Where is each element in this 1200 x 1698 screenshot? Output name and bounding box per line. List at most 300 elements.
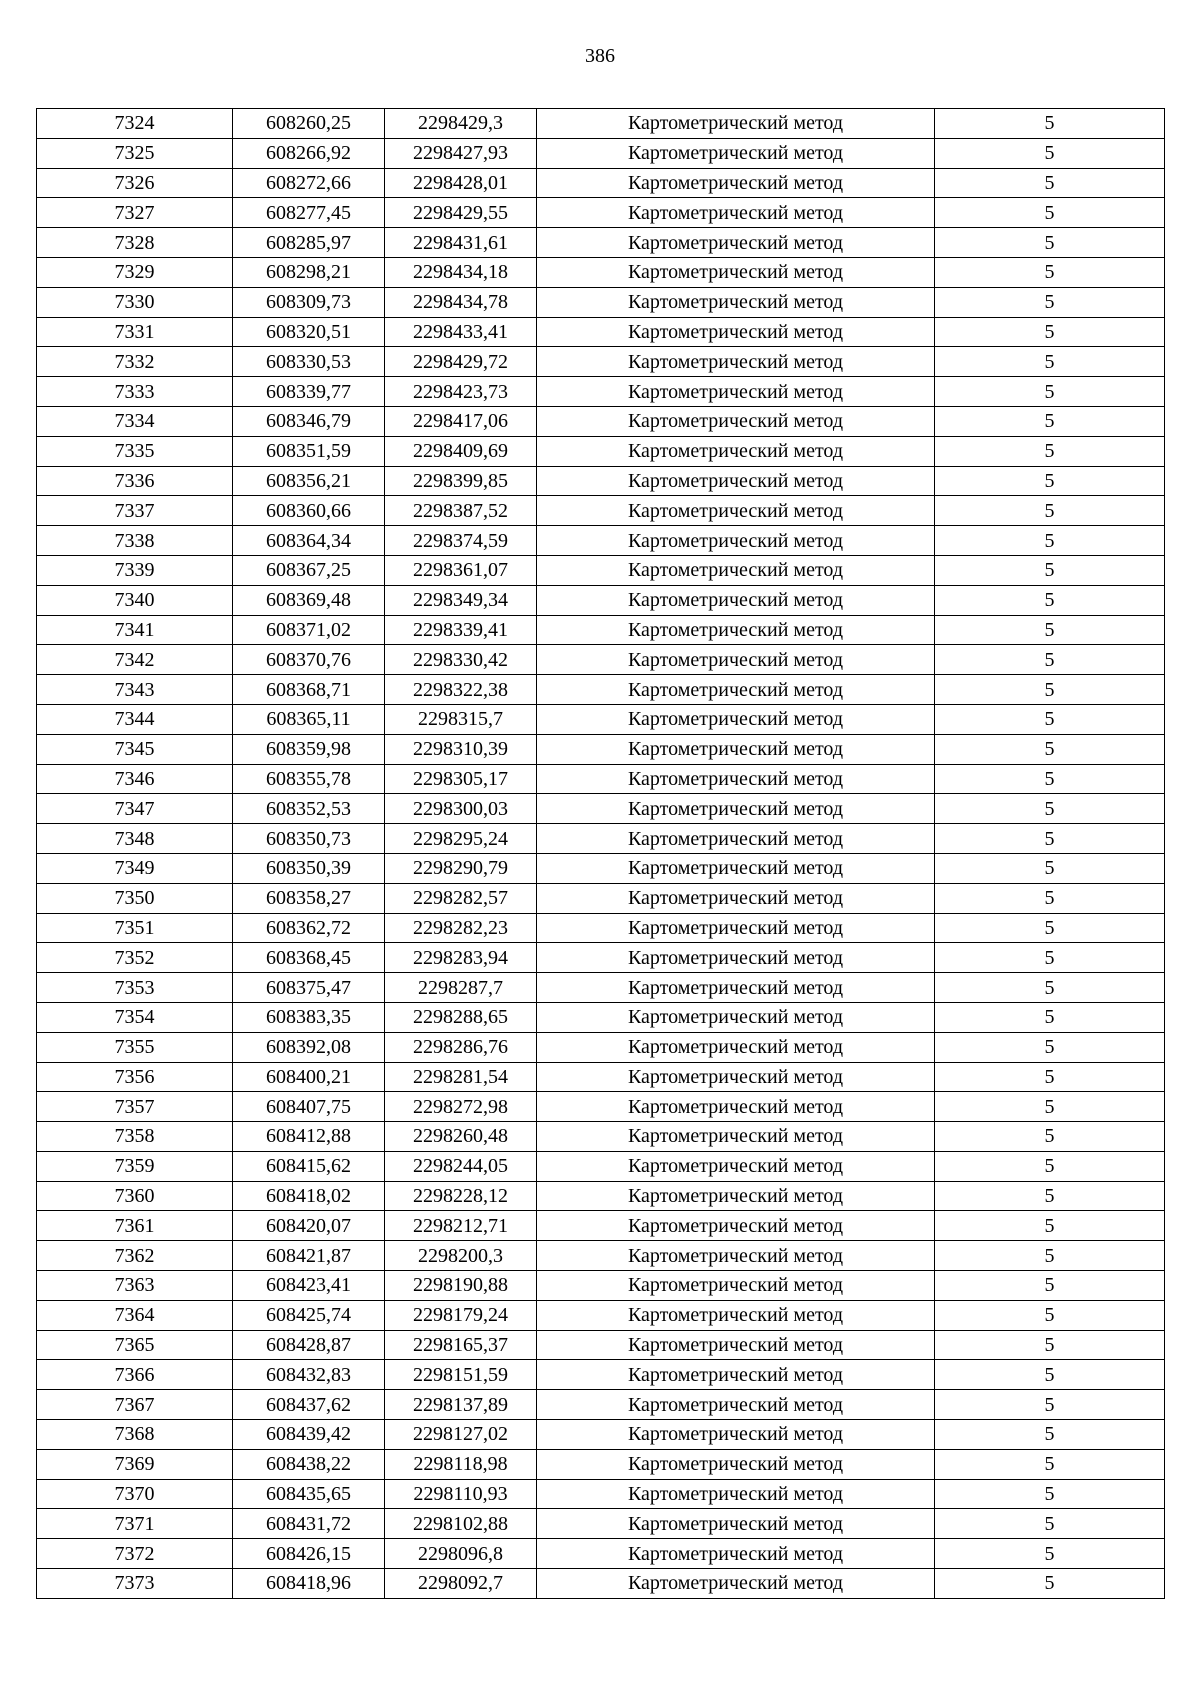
method-cell: Картометрический метод [537, 1181, 935, 1211]
table-row [37, 1211, 1165, 1241]
point-number-cell: 7368 [37, 1420, 233, 1450]
y-coordinate-cell: 2298118,98 [385, 1449, 537, 1479]
table-row [37, 1390, 1165, 1420]
method-cell: Картометрический метод [537, 1271, 935, 1301]
method-cell: Картометрический метод [537, 1300, 935, 1330]
method-cell: Картометрический метод [537, 1092, 935, 1122]
x-coordinate-cell: 608309,73 [233, 287, 385, 317]
y-coordinate-cell: 2298212,71 [385, 1211, 537, 1241]
y-coordinate-cell: 2298283,94 [385, 943, 537, 973]
method-cell: Картометрический метод [537, 824, 935, 854]
table-row [37, 228, 1165, 258]
method-cell: Картометрический метод [537, 257, 935, 287]
accuracy-cell: 5 [935, 1151, 1165, 1181]
y-coordinate-cell: 2298417,06 [385, 406, 537, 436]
accuracy-cell: 5 [935, 1211, 1165, 1241]
point-number-cell: 7354 [37, 1002, 233, 1032]
method-cell: Картометрический метод [537, 109, 935, 139]
y-coordinate-cell: 2298387,52 [385, 496, 537, 526]
accuracy-cell: 5 [935, 1271, 1165, 1301]
point-number-cell: 7349 [37, 853, 233, 883]
y-coordinate-cell: 2298315,7 [385, 704, 537, 734]
y-coordinate-cell: 2298374,59 [385, 526, 537, 556]
y-coordinate-cell: 2298322,38 [385, 675, 537, 705]
table-row [37, 1360, 1165, 1390]
y-coordinate-cell: 2298110,93 [385, 1479, 537, 1509]
y-coordinate-cell: 2298200,3 [385, 1241, 537, 1271]
point-number-cell: 7352 [37, 943, 233, 973]
point-number-cell: 7324 [37, 109, 233, 139]
method-cell: Картометрический метод [537, 496, 935, 526]
accuracy-cell: 5 [935, 436, 1165, 466]
x-coordinate-cell: 608370,76 [233, 645, 385, 675]
x-coordinate-cell: 608369,48 [233, 585, 385, 615]
method-cell: Картометрический метод [537, 1420, 935, 1450]
y-coordinate-cell: 2298272,98 [385, 1092, 537, 1122]
accuracy-cell: 5 [935, 466, 1165, 496]
point-number-cell: 7326 [37, 168, 233, 198]
point-number-cell: 7351 [37, 913, 233, 943]
method-cell: Картометрический метод [537, 198, 935, 228]
x-coordinate-cell: 608407,75 [233, 1092, 385, 1122]
x-coordinate-cell: 608425,74 [233, 1300, 385, 1330]
y-coordinate-cell: 2298300,03 [385, 794, 537, 824]
method-cell: Картометрический метод [537, 1032, 935, 1062]
table-row [37, 466, 1165, 496]
method-cell: Картометрический метод [537, 406, 935, 436]
coordinates-table [36, 108, 1165, 1599]
x-coordinate-cell: 608365,11 [233, 704, 385, 734]
accuracy-cell: 5 [935, 853, 1165, 883]
point-number-cell: 7345 [37, 734, 233, 764]
y-coordinate-cell: 2298165,37 [385, 1330, 537, 1360]
y-coordinate-cell: 2298434,18 [385, 257, 537, 287]
method-cell: Картометрический метод [537, 526, 935, 556]
point-number-cell: 7361 [37, 1211, 233, 1241]
y-coordinate-cell: 2298179,24 [385, 1300, 537, 1330]
table-row [37, 794, 1165, 824]
accuracy-cell: 5 [935, 257, 1165, 287]
y-coordinate-cell: 2298434,78 [385, 287, 537, 317]
x-coordinate-cell: 608426,15 [233, 1539, 385, 1569]
accuracy-cell: 5 [935, 883, 1165, 913]
point-number-cell: 7355 [37, 1032, 233, 1062]
table-row [37, 675, 1165, 705]
table-row [37, 585, 1165, 615]
x-coordinate-cell: 608362,72 [233, 913, 385, 943]
method-cell: Картометрический метод [537, 883, 935, 913]
x-coordinate-cell: 608383,35 [233, 1002, 385, 1032]
x-coordinate-cell: 608438,22 [233, 1449, 385, 1479]
point-number-cell: 7364 [37, 1300, 233, 1330]
method-cell: Картометрический метод [537, 1569, 935, 1599]
point-number-cell: 7363 [37, 1271, 233, 1301]
point-number-cell: 7365 [37, 1330, 233, 1360]
accuracy-cell: 5 [935, 764, 1165, 794]
y-coordinate-cell: 2298361,07 [385, 555, 537, 585]
point-number-cell: 7338 [37, 526, 233, 556]
accuracy-cell: 5 [935, 1241, 1165, 1271]
table-row [37, 1122, 1165, 1152]
method-cell: Картометрический метод [537, 317, 935, 347]
table-row [37, 1569, 1165, 1599]
point-number-cell: 7343 [37, 675, 233, 705]
x-coordinate-cell: 608352,53 [233, 794, 385, 824]
page-number: 386 [585, 45, 615, 67]
y-coordinate-cell: 2298286,76 [385, 1032, 537, 1062]
accuracy-cell: 5 [935, 615, 1165, 645]
x-coordinate-cell: 608272,66 [233, 168, 385, 198]
method-cell: Картометрический метод [537, 287, 935, 317]
point-number-cell: 7366 [37, 1360, 233, 1390]
accuracy-cell: 5 [935, 1122, 1165, 1152]
table-row [37, 1509, 1165, 1539]
point-number-cell: 7356 [37, 1062, 233, 1092]
accuracy-cell: 5 [935, 1479, 1165, 1509]
accuracy-cell: 5 [935, 198, 1165, 228]
y-coordinate-cell: 2298339,41 [385, 615, 537, 645]
y-coordinate-cell: 2298409,69 [385, 436, 537, 466]
method-cell: Картометрический метод [537, 1330, 935, 1360]
x-coordinate-cell: 608350,73 [233, 824, 385, 854]
method-cell: Картометрический метод [537, 973, 935, 1003]
table-row [37, 824, 1165, 854]
y-coordinate-cell: 2298427,93 [385, 138, 537, 168]
point-number-cell: 7372 [37, 1539, 233, 1569]
y-coordinate-cell: 2298399,85 [385, 466, 537, 496]
method-cell: Картометрический метод [537, 1509, 935, 1539]
point-number-cell: 7353 [37, 973, 233, 1003]
y-coordinate-cell: 2298137,89 [385, 1390, 537, 1420]
y-coordinate-cell: 2298092,7 [385, 1569, 537, 1599]
y-coordinate-cell: 2298244,05 [385, 1151, 537, 1181]
accuracy-cell: 5 [935, 1300, 1165, 1330]
accuracy-cell: 5 [935, 585, 1165, 615]
accuracy-cell: 5 [935, 1449, 1165, 1479]
point-number-cell: 7337 [37, 496, 233, 526]
method-cell: Картометрический метод [537, 1539, 935, 1569]
accuracy-cell: 5 [935, 1181, 1165, 1211]
accuracy-cell: 5 [935, 1509, 1165, 1539]
x-coordinate-cell: 608421,87 [233, 1241, 385, 1271]
x-coordinate-cell: 608320,51 [233, 317, 385, 347]
point-number-cell: 7342 [37, 645, 233, 675]
x-coordinate-cell: 608330,53 [233, 347, 385, 377]
table-row [37, 555, 1165, 585]
x-coordinate-cell: 608418,02 [233, 1181, 385, 1211]
accuracy-cell: 5 [935, 138, 1165, 168]
accuracy-cell: 5 [935, 168, 1165, 198]
y-coordinate-cell: 2298096,8 [385, 1539, 537, 1569]
method-cell: Картометрический метод [537, 168, 935, 198]
table-row [37, 1479, 1165, 1509]
x-coordinate-cell: 608277,45 [233, 198, 385, 228]
x-coordinate-cell: 608412,88 [233, 1122, 385, 1152]
accuracy-cell: 5 [935, 347, 1165, 377]
table-row [37, 406, 1165, 436]
x-coordinate-cell: 608435,65 [233, 1479, 385, 1509]
table-row [37, 645, 1165, 675]
point-number-cell: 7329 [37, 257, 233, 287]
method-cell: Картометрический метод [537, 585, 935, 615]
accuracy-cell: 5 [935, 1420, 1165, 1450]
method-cell: Картометрический метод [537, 615, 935, 645]
accuracy-cell: 5 [935, 526, 1165, 556]
table-row [37, 1420, 1165, 1450]
point-number-cell: 7327 [37, 198, 233, 228]
accuracy-cell: 5 [935, 1569, 1165, 1599]
x-coordinate-cell: 608432,83 [233, 1360, 385, 1390]
method-cell: Картометрический метод [537, 1479, 935, 1509]
accuracy-cell: 5 [935, 317, 1165, 347]
point-number-cell: 7339 [37, 555, 233, 585]
table-row [37, 138, 1165, 168]
accuracy-cell: 5 [935, 973, 1165, 1003]
x-coordinate-cell: 608375,47 [233, 973, 385, 1003]
y-coordinate-cell: 2298287,7 [385, 973, 537, 1003]
point-number-cell: 7333 [37, 377, 233, 407]
accuracy-cell: 5 [935, 734, 1165, 764]
table-row [37, 287, 1165, 317]
table-row [37, 1062, 1165, 1092]
method-cell: Картометрический метод [537, 794, 935, 824]
y-coordinate-cell: 2298431,61 [385, 228, 537, 258]
table-row [37, 973, 1165, 1003]
x-coordinate-cell: 608351,59 [233, 436, 385, 466]
y-coordinate-cell: 2298429,3 [385, 109, 537, 139]
table-row [37, 853, 1165, 883]
y-coordinate-cell: 2298260,48 [385, 1122, 537, 1152]
point-number-cell: 7362 [37, 1241, 233, 1271]
accuracy-cell: 5 [935, 704, 1165, 734]
table-row [37, 198, 1165, 228]
x-coordinate-cell: 608367,25 [233, 555, 385, 585]
table-row [37, 734, 1165, 764]
accuracy-cell: 5 [935, 1330, 1165, 1360]
accuracy-cell: 5 [935, 287, 1165, 317]
point-number-cell: 7367 [37, 1390, 233, 1420]
y-coordinate-cell: 2298281,54 [385, 1062, 537, 1092]
x-coordinate-cell: 608439,42 [233, 1420, 385, 1450]
x-coordinate-cell: 608350,39 [233, 853, 385, 883]
method-cell: Картометрический метод [537, 645, 935, 675]
method-cell: Картометрический метод [537, 1241, 935, 1271]
table-row [37, 377, 1165, 407]
x-coordinate-cell: 608260,25 [233, 109, 385, 139]
accuracy-cell: 5 [935, 645, 1165, 675]
table-row [37, 1002, 1165, 1032]
method-cell: Картометрический метод [537, 1211, 935, 1241]
point-number-cell: 7325 [37, 138, 233, 168]
y-coordinate-cell: 2298288,65 [385, 1002, 537, 1032]
point-number-cell: 7373 [37, 1569, 233, 1599]
accuracy-cell: 5 [935, 496, 1165, 526]
table-row [37, 1330, 1165, 1360]
table-row [37, 347, 1165, 377]
table-row [37, 1092, 1165, 1122]
y-coordinate-cell: 2298429,55 [385, 198, 537, 228]
point-number-cell: 7341 [37, 615, 233, 645]
x-coordinate-cell: 608355,78 [233, 764, 385, 794]
method-cell: Картометрический метод [537, 138, 935, 168]
x-coordinate-cell: 608400,21 [233, 1062, 385, 1092]
point-number-cell: 7328 [37, 228, 233, 258]
table-row [37, 1032, 1165, 1062]
point-number-cell: 7359 [37, 1151, 233, 1181]
point-number-cell: 7340 [37, 585, 233, 615]
accuracy-cell: 5 [935, 555, 1165, 585]
point-number-cell: 7350 [37, 883, 233, 913]
point-number-cell: 7344 [37, 704, 233, 734]
y-coordinate-cell: 2298127,02 [385, 1420, 537, 1450]
table-row [37, 1151, 1165, 1181]
method-cell: Картометрический метод [537, 675, 935, 705]
y-coordinate-cell: 2298282,57 [385, 883, 537, 913]
y-coordinate-cell: 2298151,59 [385, 1360, 537, 1390]
table-row [37, 1271, 1165, 1301]
table-body [37, 109, 1165, 1599]
table-row [37, 883, 1165, 913]
accuracy-cell: 5 [935, 406, 1165, 436]
x-coordinate-cell: 608420,07 [233, 1211, 385, 1241]
point-number-cell: 7346 [37, 764, 233, 794]
x-coordinate-cell: 608418,96 [233, 1569, 385, 1599]
method-cell: Картометрический метод [537, 1151, 935, 1181]
method-cell: Картометрический метод [537, 1062, 935, 1092]
table-row [37, 1300, 1165, 1330]
method-cell: Картометрический метод [537, 436, 935, 466]
point-number-cell: 7330 [37, 287, 233, 317]
x-coordinate-cell: 608339,77 [233, 377, 385, 407]
method-cell: Картометрический метод [537, 347, 935, 377]
method-cell: Картометрический метод [537, 734, 935, 764]
method-cell: Картометрический метод [537, 704, 935, 734]
y-coordinate-cell: 2298102,88 [385, 1509, 537, 1539]
table-row [37, 1449, 1165, 1479]
accuracy-cell: 5 [935, 1032, 1165, 1062]
table-row [37, 1241, 1165, 1271]
y-coordinate-cell: 2298305,17 [385, 764, 537, 794]
accuracy-cell: 5 [935, 943, 1165, 973]
y-coordinate-cell: 2298433,41 [385, 317, 537, 347]
y-coordinate-cell: 2298290,79 [385, 853, 537, 883]
table-row [37, 257, 1165, 287]
y-coordinate-cell: 2298190,88 [385, 1271, 537, 1301]
accuracy-cell: 5 [935, 109, 1165, 139]
table-row [37, 615, 1165, 645]
point-number-cell: 7358 [37, 1122, 233, 1152]
accuracy-cell: 5 [935, 1002, 1165, 1032]
accuracy-cell: 5 [935, 228, 1165, 258]
accuracy-cell: 5 [935, 794, 1165, 824]
x-coordinate-cell: 608346,79 [233, 406, 385, 436]
method-cell: Картометрический метод [537, 555, 935, 585]
x-coordinate-cell: 608359,98 [233, 734, 385, 764]
accuracy-cell: 5 [935, 913, 1165, 943]
accuracy-cell: 5 [935, 1092, 1165, 1122]
point-number-cell: 7334 [37, 406, 233, 436]
method-cell: Картометрический метод [537, 228, 935, 258]
table-row [37, 168, 1165, 198]
point-number-cell: 7370 [37, 1479, 233, 1509]
y-coordinate-cell: 2298423,73 [385, 377, 537, 407]
method-cell: Картометрический метод [537, 1449, 935, 1479]
x-coordinate-cell: 608285,97 [233, 228, 385, 258]
table-row [37, 317, 1165, 347]
point-number-cell: 7332 [37, 347, 233, 377]
x-coordinate-cell: 608266,92 [233, 138, 385, 168]
accuracy-cell: 5 [935, 1360, 1165, 1390]
x-coordinate-cell: 608368,71 [233, 675, 385, 705]
x-coordinate-cell: 608437,62 [233, 1390, 385, 1420]
table-row [37, 913, 1165, 943]
table-row [37, 764, 1165, 794]
method-cell: Картометрический метод [537, 764, 935, 794]
method-cell: Картометрический метод [537, 1390, 935, 1420]
x-coordinate-cell: 608368,45 [233, 943, 385, 973]
y-coordinate-cell: 2298295,24 [385, 824, 537, 854]
method-cell: Картометрический метод [537, 1002, 935, 1032]
point-number-cell: 7335 [37, 436, 233, 466]
x-coordinate-cell: 608392,08 [233, 1032, 385, 1062]
x-coordinate-cell: 608371,02 [233, 615, 385, 645]
table-row [37, 109, 1165, 139]
y-coordinate-cell: 2298429,72 [385, 347, 537, 377]
accuracy-cell: 5 [935, 1390, 1165, 1420]
table-row [37, 943, 1165, 973]
table-row [37, 1181, 1165, 1211]
point-number-cell: 7357 [37, 1092, 233, 1122]
x-coordinate-cell: 608358,27 [233, 883, 385, 913]
method-cell: Картометрический метод [537, 913, 935, 943]
method-cell: Картометрический метод [537, 466, 935, 496]
point-number-cell: 7369 [37, 1449, 233, 1479]
accuracy-cell: 5 [935, 1539, 1165, 1569]
x-coordinate-cell: 608356,21 [233, 466, 385, 496]
point-number-cell: 7348 [37, 824, 233, 854]
y-coordinate-cell: 2298349,34 [385, 585, 537, 615]
y-coordinate-cell: 2298330,42 [385, 645, 537, 675]
table-row [37, 1539, 1165, 1569]
accuracy-cell: 5 [935, 824, 1165, 854]
point-number-cell: 7336 [37, 466, 233, 496]
x-coordinate-cell: 608415,62 [233, 1151, 385, 1181]
accuracy-cell: 5 [935, 377, 1165, 407]
point-number-cell: 7371 [37, 1509, 233, 1539]
x-coordinate-cell: 608364,34 [233, 526, 385, 556]
table-row [37, 526, 1165, 556]
method-cell: Картометрический метод [537, 377, 935, 407]
x-coordinate-cell: 608428,87 [233, 1330, 385, 1360]
point-number-cell: 7360 [37, 1181, 233, 1211]
y-coordinate-cell: 2298310,39 [385, 734, 537, 764]
x-coordinate-cell: 608431,72 [233, 1509, 385, 1539]
table-row [37, 436, 1165, 466]
point-number-cell: 7331 [37, 317, 233, 347]
method-cell: Картометрический метод [537, 1360, 935, 1390]
y-coordinate-cell: 2298428,01 [385, 168, 537, 198]
method-cell: Картометрический метод [537, 853, 935, 883]
method-cell: Картометрический метод [537, 1122, 935, 1152]
table-row [37, 704, 1165, 734]
accuracy-cell: 5 [935, 675, 1165, 705]
accuracy-cell: 5 [935, 1062, 1165, 1092]
point-number-cell: 7347 [37, 794, 233, 824]
table-row [37, 496, 1165, 526]
method-cell: Картометрический метод [537, 943, 935, 973]
y-coordinate-cell: 2298282,23 [385, 913, 537, 943]
x-coordinate-cell: 608298,21 [233, 257, 385, 287]
